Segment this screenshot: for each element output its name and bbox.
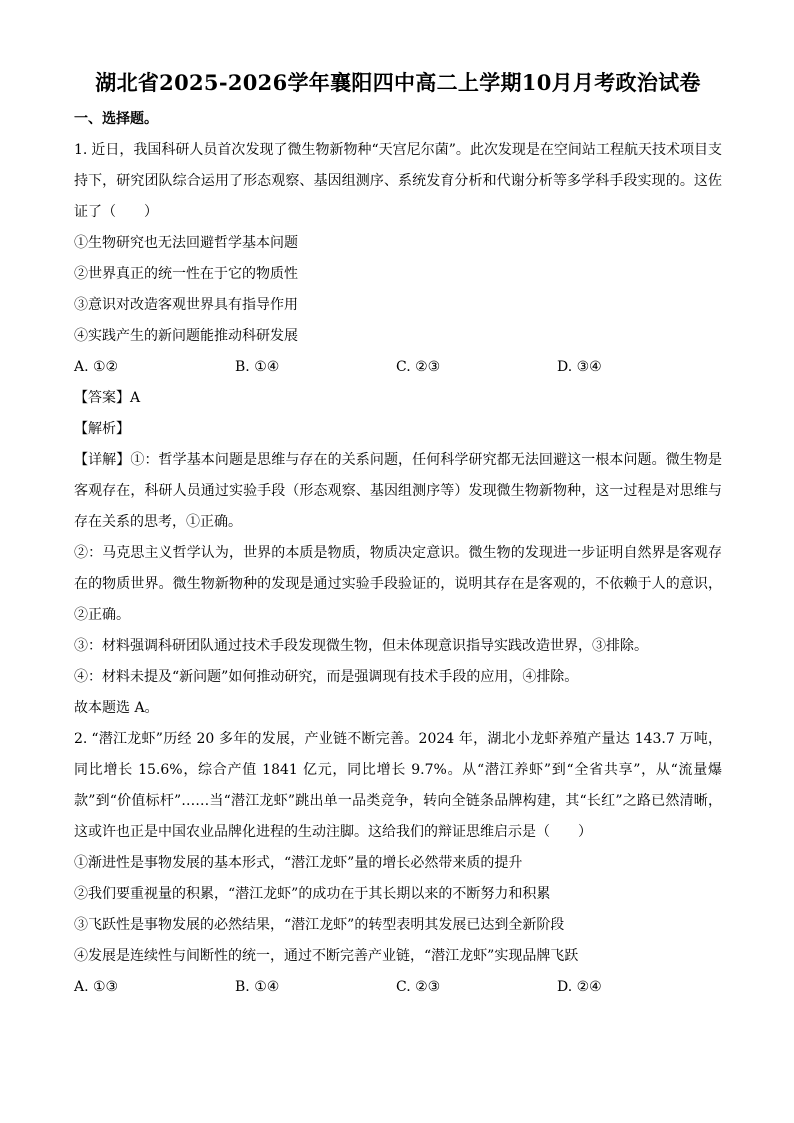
question-2-stem xyxy=(74,724,722,848)
question-2 xyxy=(74,724,722,1003)
question-1-choice-d: D. ③④ xyxy=(557,359,602,375)
question-2-option-2: ②我们要重视量的积累，“潜江龙虾”的成功在于其长期以来的不断努力和积累 xyxy=(74,886,551,902)
section-heading: 一、选择题。 xyxy=(74,111,158,127)
question-1-number: 1. xyxy=(74,142,88,158)
detail-paragraph-2: ②：马克思主义哲学认为，世界的本质是物质，物质决定意识。微生物的发现进一步证明自然界是客观存在的物质世界。微生物新物种的发现是通过实验手段验证的，说明其存在是客观的，不依赖于人的意识，②正确。 xyxy=(74,545,722,623)
answer-line xyxy=(74,383,722,414)
question-1 xyxy=(74,135,722,724)
question-1-option-4: ④实践产生的新问题能推动科研发展 xyxy=(74,328,298,344)
detail-paragraph-1 xyxy=(74,445,722,538)
question-2-text: “潜江龙虾”历经 20 多年的发展，产业链不断完善。2024 年，湖北小龙虾养殖产量达 143.7 万吨，同比增长 15.6%，综合产值 1841 亿元，同比增长 9.7%。从“潜江养虾”到“全省共享”，从“流量爆款”到“价值标杆”……当“潜江龙虾”跳出单一品类竞争，转向全链条品牌构建，其“长红”之路已然清晰，这或许也正是中国农业品牌化进程的生动注脚。这给我们的辩证思维启示是（ ） xyxy=(74,731,722,840)
question-2-option-3: ③飞跃性是事物发展的必然结果，“潜江龙虾”的转型表明其发展已达到全新阶段 xyxy=(74,917,565,933)
question-2-option-1: ①渐进性是事物发展的基本形式，“潜江龙虾”量的增长必然带来质的提升 xyxy=(74,855,523,871)
detail-paragraph-4: ④：材料未提及“新问题”如何推动研究，而是强调现有技术手段的应用，④排除。 xyxy=(74,669,579,685)
analysis-tag: 【解析】 xyxy=(74,421,130,437)
question-2-number: 2. xyxy=(74,731,88,747)
question-1-choice-c: C. ②③ xyxy=(396,359,441,375)
question-2-choices xyxy=(74,972,722,1003)
document-title: 湖北省2025-2026学年襄阳四中高二上学期10月月考政治试卷 xyxy=(95,70,701,95)
question-1-choices xyxy=(74,352,722,383)
question-1-option-1: ①生物研究也无法回避哲学基本问题 xyxy=(74,235,298,251)
detail-paragraph-3: ③：材料强调科研团队通过技术手段发现微生物，但未体现意识指导实践改造世界，③排除。 xyxy=(74,638,648,654)
question-1-choice-b: B. ①④ xyxy=(235,359,280,375)
question-2-choice-c: C. ②③ xyxy=(396,979,441,995)
question-1-text: 近日，我国科研人员首次发现了微生物新物种“天宫尼尔菌”。此次发现是在空间站工程航天技术项目支持下，研究团队综合运用了形态观察、基因组测序、系统发育分析和代谢分析等多学科手段实现的。这佐证了（ ） xyxy=(74,142,722,220)
question-2-choice-b: B. ①④ xyxy=(235,979,280,995)
question-1-option-2: ②世界真正的统一性在于它的物质性 xyxy=(74,266,298,282)
question-2-option-4: ④发展是连续性与间断性的统一，通过不断完善产业链，“潜江龙虾”实现品牌飞跃 xyxy=(74,948,579,964)
detail-tag: 【详解】 xyxy=(74,452,131,468)
question-2-choice-a: A. ①③ xyxy=(74,979,119,995)
question-1-choice-a: A. ①② xyxy=(74,359,119,375)
question-2-choice-d: D. ②④ xyxy=(557,979,602,995)
answer-value: A xyxy=(130,390,141,406)
detail-text-1: ①：哲学基本问题是思维与存在的关系问题，任何科学研究都无法回避这一根本问题。微生物是客观存在，科研人员通过实验手段（形态观察、基因组测序等）发现微生物新物种，这一过程是对思维与存在关系的思考，①正确。 xyxy=(74,452,723,530)
answer-tag: 【答案】 xyxy=(74,390,130,406)
question-1-option-3: ③意识对改造客观世界具有指导作用 xyxy=(74,297,298,313)
detail-conclusion: 故本题选 A。 xyxy=(74,700,159,716)
question-1-stem xyxy=(74,135,722,228)
